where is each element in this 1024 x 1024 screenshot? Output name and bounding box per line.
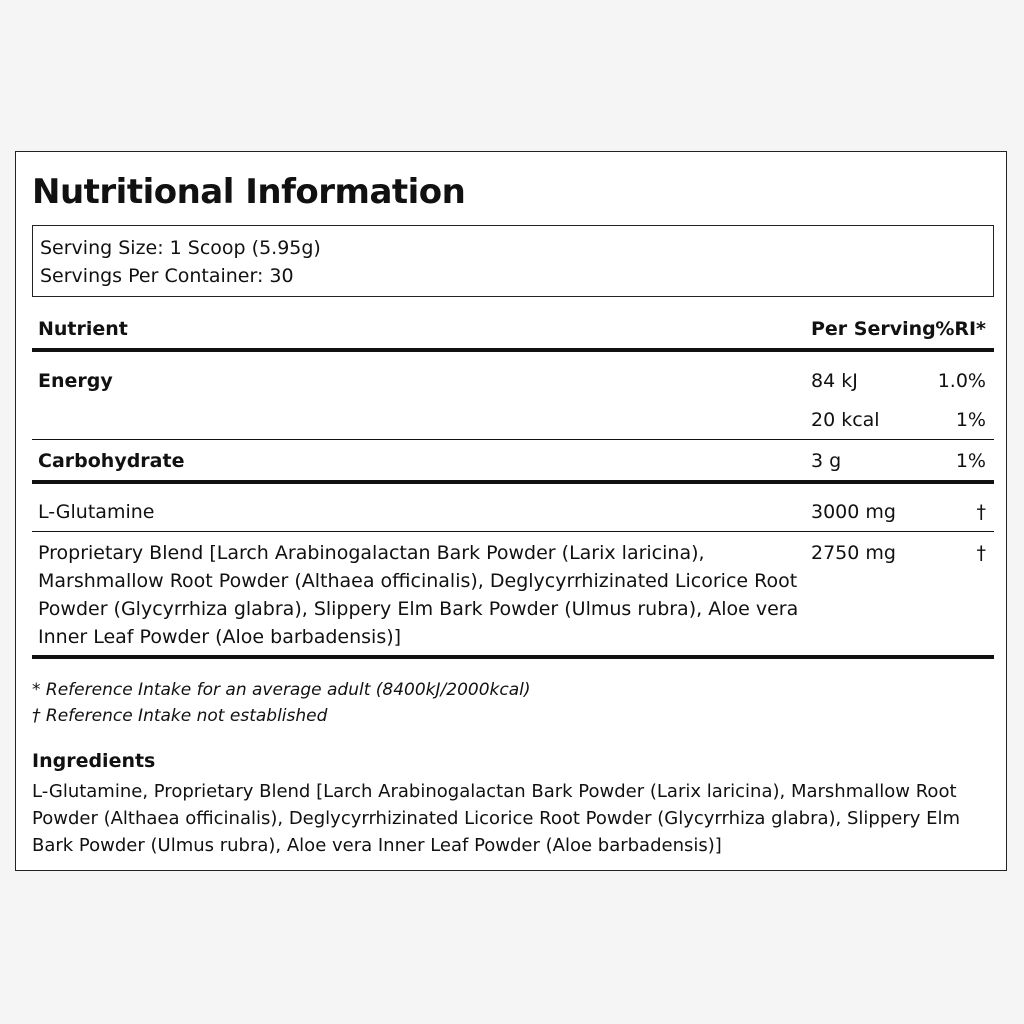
energy-kcal: 20 kcal (811, 409, 880, 431)
carbohydrate-value: 3 g (811, 450, 842, 472)
blend-value: 2750 mg (811, 542, 896, 564)
ingredients-text: L-Glutamine, Proprietary Blend [Larch Arabinogalactan Bark Powder (Larix laricina), Marshmallow Root Powder (Althaea officinalis), Deglycyrrhizinated Licorice Root Powder (Glycyrrhiza glabra), Slippery Elm Bark Powder (Ulmus rubra), Aloe vera Inner Leaf Powder (Aloe barbadensis)] (32, 781, 961, 856)
glutamine-ri: † (976, 501, 986, 523)
header-ri: %RI* (935, 318, 986, 340)
carbohydrate-ri: 1% (955, 450, 986, 472)
energy-kcal-ri: 1% (955, 409, 986, 431)
glutamine-name: L-Glutamine (38, 501, 155, 523)
ingredients-title: Ingredients (32, 750, 156, 772)
header-rule (32, 348, 994, 352)
serving-size: Serving Size: 1 Scoop (5.95g) (40, 237, 321, 259)
serving-info-box (32, 225, 994, 297)
section-rule (32, 480, 994, 484)
blend-ri: † (976, 542, 986, 564)
dagger-footnote: † Reference Intake not established (32, 706, 328, 726)
energy-kj-ri: 1.0% (937, 370, 986, 392)
glutamine-value: 3000 mg (811, 501, 896, 523)
servings-per-container: Servings Per Container: 30 (40, 265, 294, 287)
header-nutrient: Nutrient (38, 318, 128, 340)
header-per-serving: Per Serving (811, 318, 936, 340)
energy-name: Energy (38, 370, 113, 392)
blend-name: Proprietary Blend [Larch Arabinogalactan Bark Powder (Larix laricina), Marshmallow Root Powder (Althaea officinalis), Deglycyrrhizinated Licorice Root Powder (Glycyrrhiza glabra), Slippery Elm Bark Powder (Ulmus rubra), Aloe vera Inner Leaf Powder (Aloe barbadensis)] (38, 542, 799, 648)
nutrition-label (15, 151, 1007, 871)
row-divider (32, 531, 994, 532)
page-title: Nutritional Information (32, 172, 466, 212)
carbohydrate-name: Carbohydrate (38, 450, 185, 472)
table-end-rule (32, 655, 994, 659)
energy-kj: 84 kJ (811, 370, 858, 392)
row-divider (32, 439, 994, 440)
ri-footnote: * Reference Intake for an average adult (8400kJ/2000kcal) (32, 680, 531, 700)
